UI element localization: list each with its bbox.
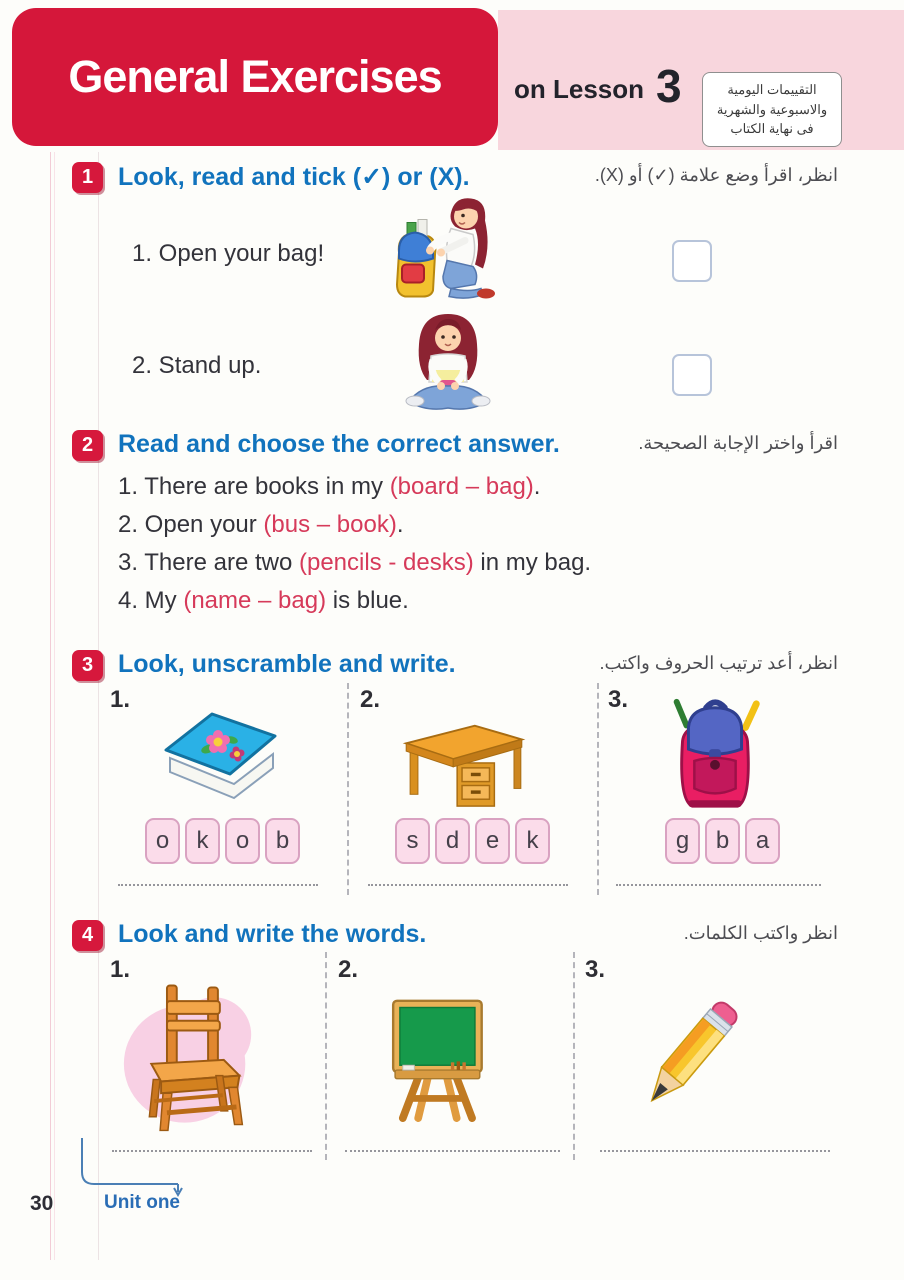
exercise-2-item-4 bbox=[118, 587, 409, 615]
page-title: General Exercises bbox=[68, 51, 442, 102]
book-illustration bbox=[148, 700, 293, 815]
lesson-label bbox=[514, 60, 682, 112]
sentence-part: 4. My bbox=[118, 587, 184, 614]
exercise-1-item-1-text: 1. Open your bag! bbox=[132, 240, 325, 267]
exercise-2-title: Read and choose the correct answer. bbox=[118, 430, 560, 458]
note-line: التقييمات اليومية bbox=[727, 82, 817, 97]
exercise-2-badge: 2 bbox=[72, 430, 103, 461]
column-divider bbox=[347, 683, 349, 895]
exercise-4-badge: 4 bbox=[72, 920, 103, 951]
letter-tile: k bbox=[185, 818, 220, 864]
desk-illustration bbox=[400, 712, 528, 815]
girl-opening-bag-illustration bbox=[385, 193, 520, 316]
letter-tile: s bbox=[395, 818, 430, 864]
girl-sitting-illustration bbox=[393, 310, 503, 427]
exercise-4-item-1-number: 1. bbox=[110, 956, 131, 983]
letter-tiles-3 bbox=[605, 818, 840, 864]
exercise-3-item-1-number: 1. bbox=[110, 686, 131, 713]
margin-line bbox=[54, 152, 55, 1260]
sentence-part: . bbox=[533, 473, 541, 500]
sentence-part: 3. There are two bbox=[118, 549, 299, 576]
exercise-3-item-2-number: 2. bbox=[360, 686, 381, 713]
pencil-illustration bbox=[628, 993, 753, 1128]
letter-tile: a bbox=[745, 818, 780, 864]
margin-line bbox=[98, 152, 99, 1260]
unit-label: Unit one bbox=[104, 1192, 180, 1213]
column-divider bbox=[325, 952, 327, 1160]
letter-tile: d bbox=[435, 818, 470, 864]
answer-line-unscramble-2[interactable] bbox=[368, 884, 568, 886]
exercise-1-item-1-checkbox[interactable] bbox=[672, 240, 712, 282]
answer-line-unscramble-3[interactable] bbox=[616, 884, 821, 886]
note-line: فى نهاية الكتاب bbox=[730, 121, 814, 136]
exercise-3-badge: 3 bbox=[72, 650, 103, 681]
arabic-note-box bbox=[702, 72, 842, 147]
exercise-2-item-2 bbox=[118, 511, 404, 539]
letter-tile: e bbox=[475, 818, 510, 864]
exercise-3-title: Look, unscramble and write. bbox=[118, 650, 456, 678]
answer-line-word-3[interactable] bbox=[600, 1150, 830, 1152]
letter-tile: b bbox=[705, 818, 740, 864]
exercise-3-item-3-number: 3. bbox=[608, 686, 629, 713]
sentence-part: 2. Open your bbox=[118, 511, 264, 538]
letter-tile: k bbox=[515, 818, 550, 864]
letter-tile: o bbox=[225, 818, 260, 864]
exercise-1-title-arabic: انظر، اقرأ وضع علامة (✓) أو (X). bbox=[594, 165, 838, 185]
column-divider bbox=[597, 683, 599, 895]
note-line: والاسبوعية والشهرية bbox=[716, 101, 828, 117]
letter-tile: g bbox=[665, 818, 700, 864]
letter-tiles-2 bbox=[355, 818, 590, 864]
exercise-2-title-arabic: اقرأ واختر الإجابة الصحيحة. bbox=[638, 433, 838, 453]
lesson-band bbox=[498, 10, 904, 150]
lesson-number: 3 bbox=[656, 60, 682, 112]
exercise-2-item-1 bbox=[118, 473, 540, 501]
answer-line-word-2[interactable] bbox=[345, 1150, 560, 1152]
sentence-part: . bbox=[396, 511, 404, 538]
exercise-4-item-2-number: 2. bbox=[338, 956, 359, 983]
exercise-1-item-2-text: 2. Stand up. bbox=[132, 352, 262, 379]
exercise-1-badge: 1 bbox=[72, 162, 103, 193]
school-bag-illustration bbox=[662, 694, 767, 819]
chair-illustration bbox=[118, 976, 260, 1141]
letter-tiles-1 bbox=[105, 818, 340, 864]
title-banner bbox=[12, 8, 498, 146]
letter-tile: o bbox=[145, 818, 180, 864]
exercise-4-item-3-number: 3. bbox=[585, 956, 606, 983]
exercise-1-item-2-checkbox[interactable] bbox=[672, 354, 712, 396]
board-illustration bbox=[368, 995, 503, 1127]
exercise-3-title-arabic: انظر، أعد ترتيب الحروف واكتب. bbox=[599, 653, 838, 673]
letter-tile: b bbox=[265, 818, 300, 864]
exercise-1-title: Look, read and tick (✓) or (X). bbox=[118, 163, 470, 191]
exercise-4-title: Look and write the words. bbox=[118, 920, 427, 948]
page-number: 30 bbox=[30, 1192, 54, 1215]
exercise-4-title-arabic: انظر واكتب الكلمات. bbox=[683, 923, 838, 943]
sentence-part: is blue. bbox=[326, 587, 409, 614]
answer-line-unscramble-1[interactable] bbox=[118, 884, 318, 886]
sentence-part: 1. There are books in my bbox=[118, 473, 390, 500]
lesson-prefix: on Lesson bbox=[514, 73, 645, 104]
choice-options: (pencils - desks) bbox=[298, 549, 474, 576]
exercise-2-item-3 bbox=[118, 549, 591, 577]
choice-options: (board – bag) bbox=[389, 473, 534, 500]
choice-options: (bus – book) bbox=[263, 511, 397, 538]
choice-options: (name – bag) bbox=[183, 587, 327, 614]
margin-line bbox=[50, 152, 51, 1260]
column-divider bbox=[573, 952, 575, 1160]
sentence-part: in my bag. bbox=[473, 549, 592, 576]
